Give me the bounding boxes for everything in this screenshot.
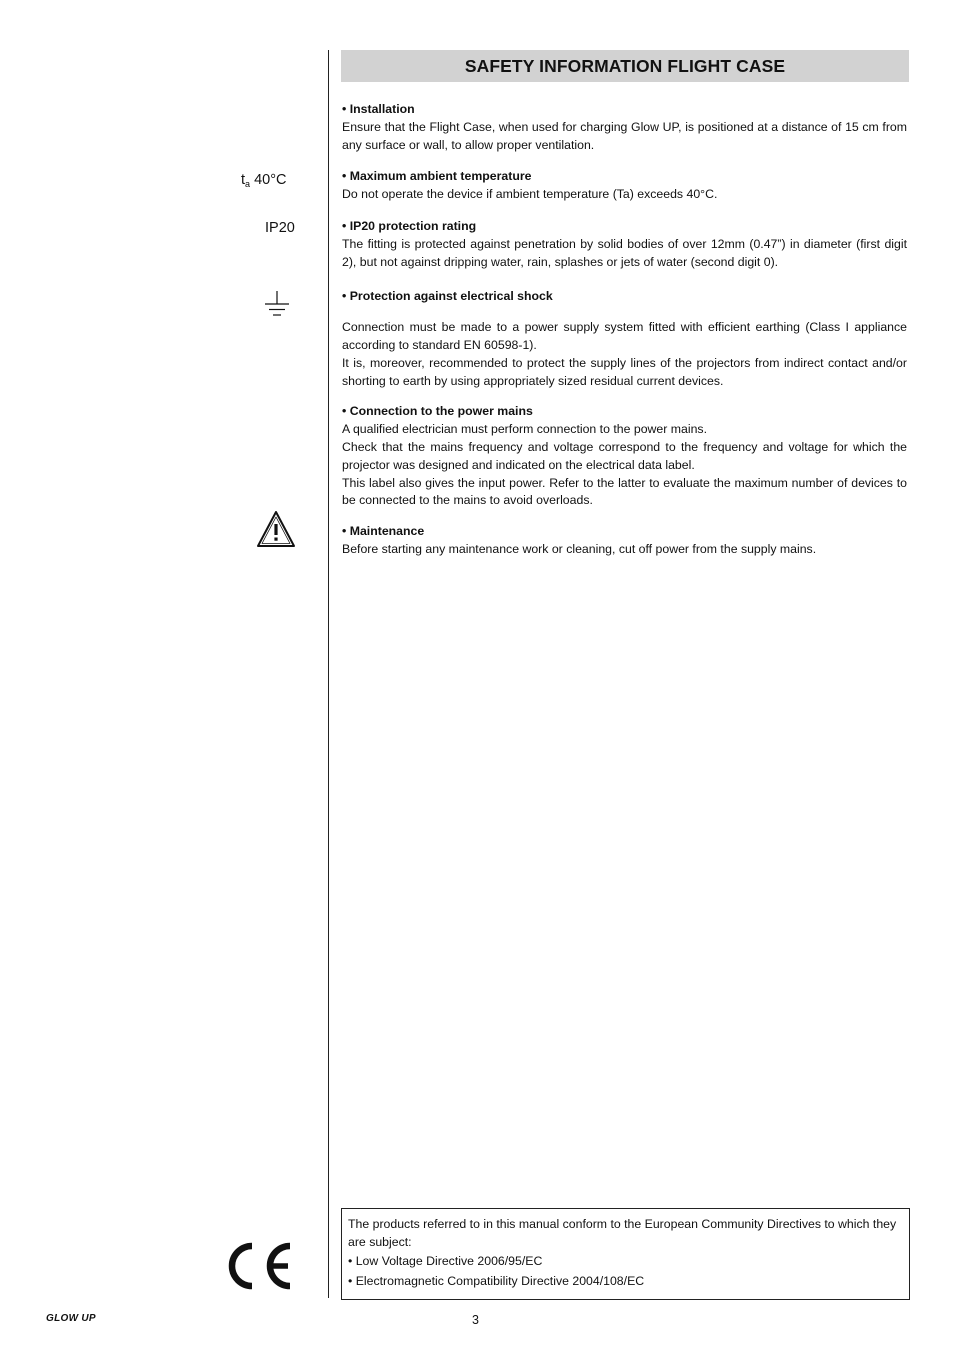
notice-intro: The products referred to in this manual conform to the European Community Directives to which they are subject: bbox=[348, 1217, 897, 1249]
earth-ground-icon bbox=[264, 290, 290, 318]
section-temperature bbox=[342, 168, 907, 204]
page-number: 3 bbox=[472, 1313, 479, 1327]
conformity-notice bbox=[341, 1208, 910, 1300]
section-body: Ensure that the Flight Case, when used for charging Glow UP, is positioned at a distance of 15 cm from any surface or wall, to allow proper ventilation. bbox=[342, 119, 907, 152]
directive-emc: • Electromagnetic Compatibility Directive 2004/108/EC bbox=[348, 1273, 645, 1288]
ce-mark-icon bbox=[222, 1240, 294, 1292]
section-installation bbox=[342, 101, 907, 154]
page-title-text: SAFETY INFORMATION FLIGHT CASE bbox=[464, 55, 786, 76]
section-title: • IP20 protection rating bbox=[342, 218, 477, 233]
section-maintenance bbox=[342, 523, 907, 559]
section-body: It is, moreover, recommended to protect the supply lines of the projectors from indirect contact and/or shorting to earth by using appropriately sized residual current devices. bbox=[342, 355, 907, 388]
section-title: • Maximum ambient temperature bbox=[342, 169, 532, 184]
safety-content bbox=[342, 101, 907, 559]
ta-value: 40°C bbox=[250, 172, 287, 188]
section-body: Check that the mains frequency and voltage correspond to the frequency and voltage for which the projector was designed and indicated on the electrical data label. bbox=[342, 439, 907, 472]
section-body: Before starting any maintenance work or cleaning, cut off power from the supply mains. bbox=[342, 541, 817, 556]
warning-triangle-icon bbox=[256, 510, 296, 548]
section-title: • Maintenance bbox=[342, 524, 425, 539]
section-ip20 bbox=[342, 218, 907, 271]
section-body: This label also gives the input power. Refer to the latter to evaluate the maximum number of devices to be connected to the mains to avoid overloads. bbox=[342, 475, 907, 508]
section-body: A qualified electrician must perform connection to the power mains. bbox=[342, 422, 707, 437]
section-title: • Connection to the power mains bbox=[342, 404, 533, 419]
vertical-divider bbox=[328, 50, 329, 1298]
ta-subscript: a bbox=[245, 179, 251, 189]
ambient-temperature-label bbox=[241, 172, 286, 189]
ta-symbol: t bbox=[241, 172, 246, 188]
section-power-mains bbox=[342, 403, 907, 510]
section-body: Do not operate the device if ambient temperature (Ta) exceeds 40°C. bbox=[342, 187, 718, 202]
section-body: Connection must be made to a power supply system fitted with efficient earthing (Class I appliance according to standard EN 60598-1). bbox=[342, 320, 907, 352]
section-body: The fitting is protected against penetration by solid bodies of over 12mm (0.47”) in diameter (first digit 2), but not against dripping water, rain, splashes or jets of water (second digit 0). bbox=[342, 236, 907, 269]
ip-rating-label: IP20 bbox=[265, 220, 295, 236]
footer-brand: GLOW UP bbox=[46, 1313, 96, 1324]
page-title bbox=[341, 50, 909, 82]
section-electrical-shock bbox=[342, 288, 907, 390]
section-title: • Installation bbox=[342, 102, 415, 116]
directive-low-voltage: • Low Voltage Directive 2006/95/EC bbox=[348, 1254, 543, 1268]
section-title: • Protection against electrical shock bbox=[342, 289, 553, 304]
